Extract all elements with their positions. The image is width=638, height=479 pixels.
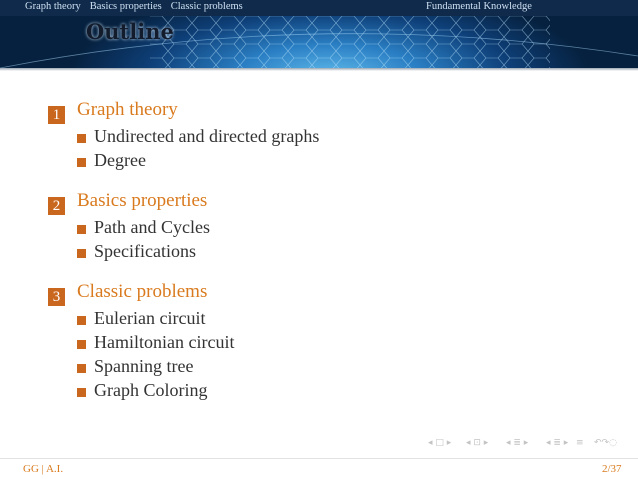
- square-bullet-icon: [77, 134, 86, 143]
- footer-divider: [0, 458, 638, 459]
- section-number: 1: [48, 106, 65, 124]
- subsection-label: Degree: [94, 150, 146, 170]
- nav-link-basics-properties[interactable]: Basics properties: [89, 1, 162, 12]
- subsection-label: Hamiltonian circuit: [94, 332, 235, 352]
- section-number: 2: [48, 197, 65, 215]
- subsection-label: Undirected and directed graphs: [94, 126, 320, 146]
- square-bullet-icon: [77, 316, 86, 325]
- outline-section-1[interactable]: [48, 99, 320, 170]
- section-title[interactable]: Graph theory: [77, 99, 178, 120]
- nav-next-icon[interactable]: ◂ ≣ ▸: [506, 438, 529, 448]
- subsection-label: Specifications: [94, 241, 196, 261]
- square-bullet-icon: [77, 340, 86, 349]
- square-bullet-icon: [77, 249, 86, 258]
- nav-link-graph-theory[interactable]: Graph theory: [25, 1, 81, 12]
- footer-author: GG | A.I.: [23, 463, 64, 475]
- section-title[interactable]: Classic problems: [77, 281, 208, 302]
- square-bullet-icon: [77, 388, 86, 397]
- square-bullet-icon: [77, 158, 86, 167]
- outline-section-3[interactable]: [48, 281, 235, 400]
- subsection-label: Spanning tree: [94, 356, 194, 376]
- subsection-label: Graph Coloring: [94, 380, 208, 400]
- footer: [0, 462, 638, 479]
- square-bullet-icon: [77, 225, 86, 234]
- nav-first-icon[interactable]: ◂ □ ▸: [428, 438, 452, 448]
- square-bullet-icon: [77, 364, 86, 373]
- beamer-navigation-controls: [428, 438, 628, 450]
- page-number: 2/37: [602, 463, 622, 475]
- nav-last-icon[interactable]: ◂ ≣ ▸: [546, 438, 569, 448]
- nav-prev-icon[interactable]: ◂ ⊡ ▸: [466, 438, 489, 448]
- section-title[interactable]: Basics properties: [77, 190, 208, 211]
- outline-section-2[interactable]: [48, 190, 210, 261]
- nav-align-icon[interactable]: ≡: [576, 438, 584, 448]
- nav-link-fundamental-knowledge[interactable]: Fundamental Knowledge: [426, 1, 532, 12]
- page-title: Outline: [86, 19, 174, 44]
- section-number: 3: [48, 288, 65, 306]
- subsection-label: Eulerian circuit: [94, 308, 206, 328]
- subsection-label: Path and Cycles: [94, 217, 210, 237]
- nav-zoom-icon[interactable]: ↶↷◌: [594, 438, 617, 448]
- nav-link-classic-problems[interactable]: Classic problems: [170, 1, 243, 12]
